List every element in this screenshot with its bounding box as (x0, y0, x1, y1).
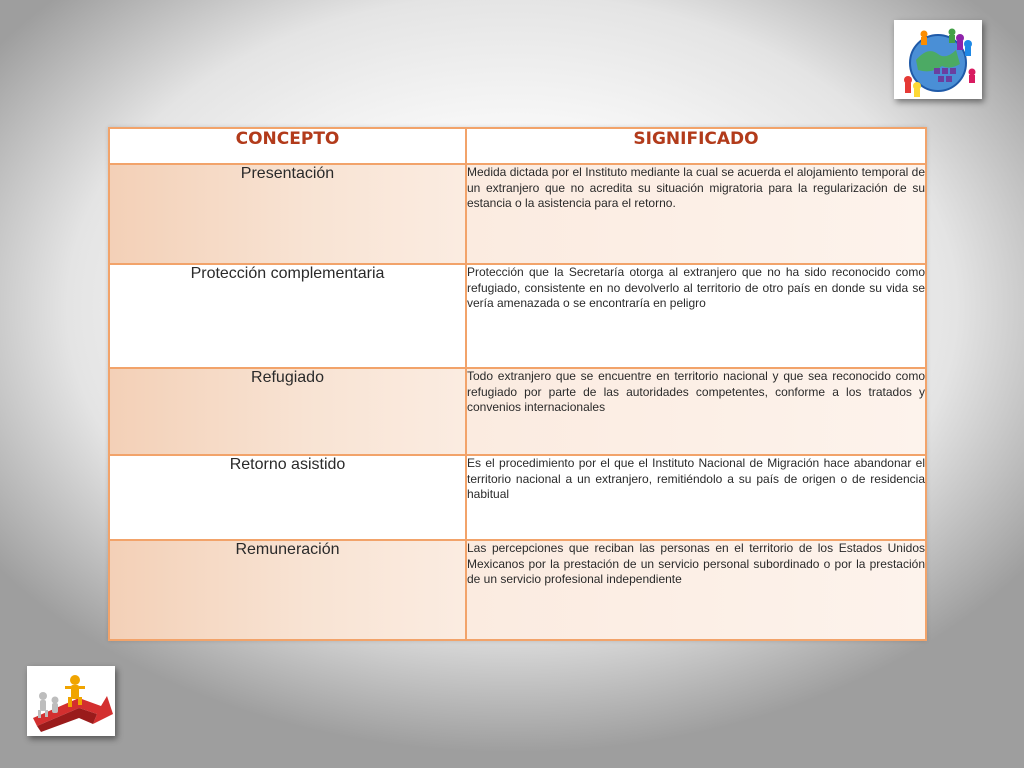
concept-table (108, 127, 927, 641)
term-cell: Retorno asistido (109, 455, 466, 540)
header-concepto: CONCEPTO (109, 128, 466, 164)
definition-cell: Las percepciones que reciban las personas en el territorio de los Estados Unidos Mexicanos por la prestación de un servicio personal subordinado o por la prestación de un servicio profesional independiente (466, 540, 926, 640)
header-significado: SIGNIFICADO (466, 128, 926, 164)
table-header-row (109, 128, 926, 164)
definition-cell: Protección que la Secretaría otorga al extranjero que no ha sido reconocido como refugiado, consistente en no devolverlo al territorio de otro país en donde su vida se vería amenazada o se encontraría en peligro (466, 264, 926, 368)
table-row (109, 455, 926, 540)
globe-people-logo (894, 20, 982, 99)
climbing-arrow-image (27, 666, 115, 736)
definition-cell: Es el procedimiento por el que el Instituto Nacional de Migración hace abandonar el territorio nacional a un extranjero, remitiéndolo a su país de origen o de residencia habitual (466, 455, 926, 540)
definition-cell: Medida dictada por el Instituto mediante la cual se acuerda el alojamiento temporal de un extranjero que no acredita su situación migratoria para la regularización de su estancia o la asistencia para el retorno. (466, 164, 926, 264)
table-row (109, 164, 926, 264)
term-cell: Presentación (109, 164, 466, 264)
term-cell: Remuneración (109, 540, 466, 640)
table-row (109, 264, 926, 368)
table-row (109, 368, 926, 455)
table-row (109, 540, 926, 640)
term-cell: Protección complementaria (109, 264, 466, 368)
definition-cell: Todo extranjero que se encuentre en territorio nacional y que sea reconocido como refugiado por parte de las autoridades competentes, conforme a los tratados y convenios internacionales (466, 368, 926, 455)
term-cell: Refugiado (109, 368, 466, 455)
